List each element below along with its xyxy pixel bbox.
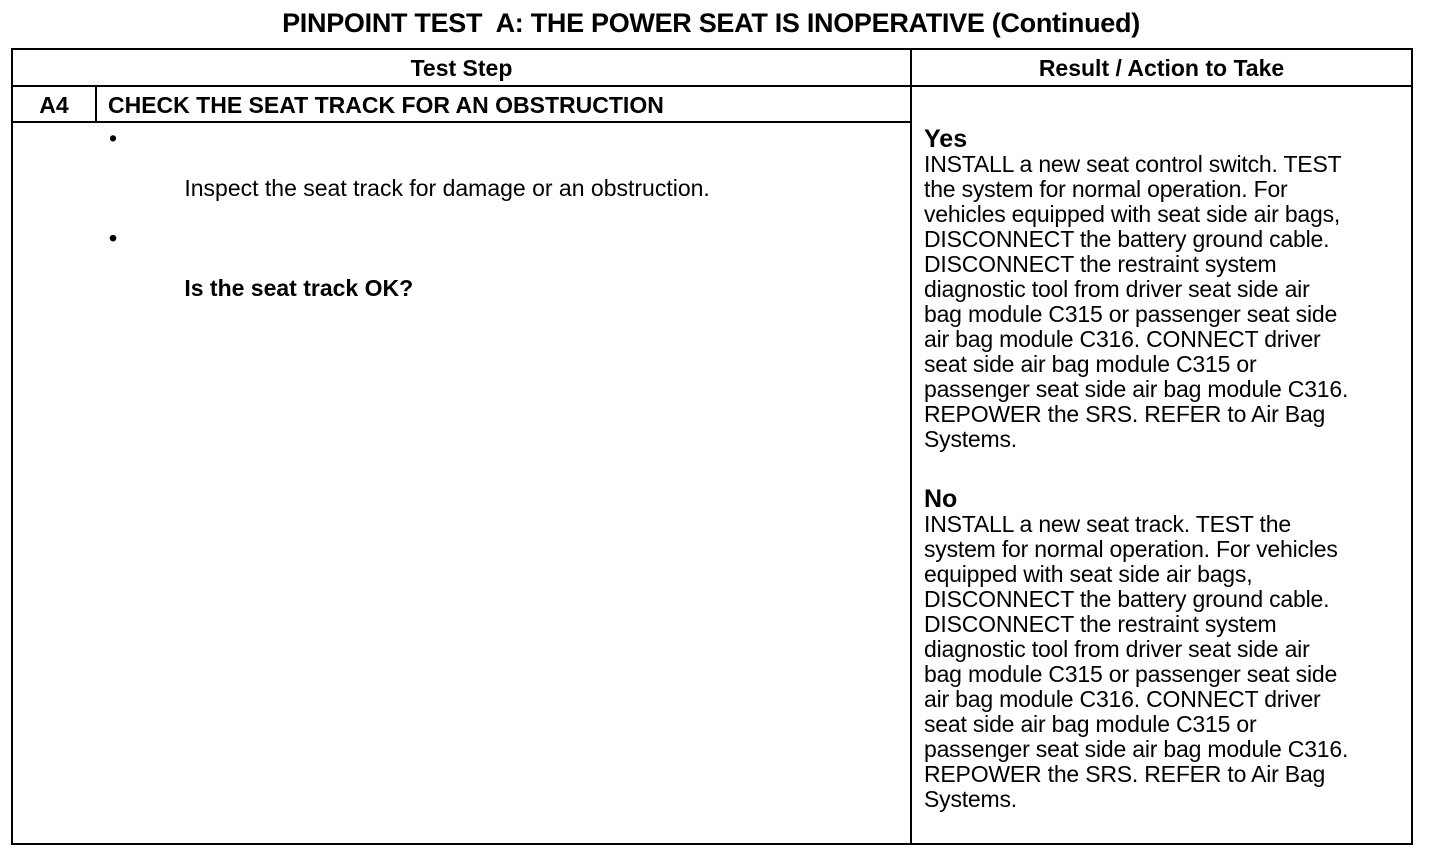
result-column [924,123,1408,812]
result-yes [924,126,1408,452]
step-id-divider [95,86,97,122]
bullet-item [103,226,710,326]
header-test-step: Test Step [410,55,513,81]
bullet-text: Inspect the seat track for damage or an obstruction. [184,175,710,201]
bullet-text: Is the seat track OK? [184,275,414,301]
result-no-label: No [924,485,958,513]
result-yes-label: Yes [924,125,968,153]
bullet-icon: • [109,125,118,151]
header-result-action: Result / Action to Take [1038,55,1285,81]
step-title: CHECK THE SEAT TRACK FOR AN OBSTRUCTION [108,92,664,118]
result-yes-text: INSTALL a new seat control switch. TEST the system for normal operation. For vehicles equipped with seat side air bags, DISCONNECT the battery ground cable. DISCONNECT the restraint system diagnostic tool from driver seat side air bag module C315 or passenger seat side air bag module C316. CONNECT driver seat side air bag module C315 or passenger seat side air bag module C316. REPOWER the SRS. REFER to Air Bag Systems. [924,151,1349,452]
step-id: A4 [39,92,69,118]
column-divider [910,50,912,843]
pinpoint-test-table [11,48,1413,845]
page-title: PINPOINT TEST A: THE POWER SEAT IS INOPERATIVE (Continued) [282,8,1140,38]
result-no-text: INSTALL a new seat track. TEST the system for normal operation. For vehicles equipped with seat side air bags, DISCONNECT the battery ground cable. DISCONNECT the restraint system diagnostic tool from driver seat side air bag module C315 or passenger seat side air bag module C316. CONNECT driver seat side air bag module C315 or passenger seat side air bag module C316. REPOWER the SRS. REFER to Air Bag Systems. [924,511,1349,812]
step-bullet-list [103,126,710,326]
result-no [924,486,1408,812]
bullet-item [103,126,710,226]
bullet-icon: • [109,225,118,251]
